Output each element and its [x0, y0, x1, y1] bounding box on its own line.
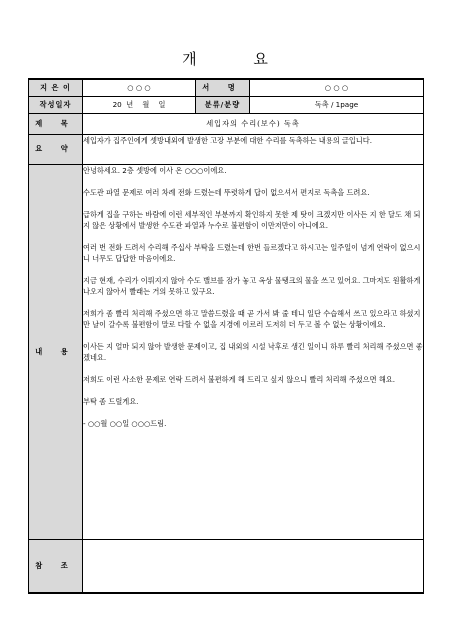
summary-form-table: [28, 78, 424, 594]
content-paragraph: - ○○월 ○○일 ○○○드림.: [83, 418, 167, 428]
reference-value: [83, 539, 424, 593]
content-paragraph: 저희가 좀 빨리 처리해 주셨으면 하고 말씀드렸을 때 곧 가서 봐 줄 테니 일단 수습해서 쓰고 있으라고 하셨지만 날이 갈수록 불편함이 말로 다할 수 없을 지경에 이르러 도저히 더 두고 볼 수 없는 상황이에요.: [83, 308, 421, 329]
signature-label: 서 명: [196, 79, 250, 96]
summary-value: 세입자가 집주인에게 셋방내외에 발생한 고장 부분에 대한 수리를 독촉하는 내용의 글입니다.: [83, 134, 424, 164]
subject-row: [29, 113, 424, 134]
author-row: [29, 79, 424, 96]
subject-value: 세입자의 수리(보수) 독촉: [83, 113, 424, 134]
content-paragraph: 지금 현재, 수리가 이뤄지지 않아 수도 밸브를 잠가 놓고 옥상 물탱크의 물을 쓰고 있어요. 그마저도 원활하게 나오지 않아서 빨래는 거의 못하고 있구요.: [83, 275, 421, 296]
content-row: [29, 164, 424, 539]
subject-label: 제 목: [29, 113, 83, 134]
date-row: [29, 96, 424, 113]
content-paragraph: 이사든 지 얼마 되지 않아 발생한 문제이고, 집 내외의 시설 낙후로 생긴 일이니 하루 빨리 처리해 주셨으면 좋겠네요.: [83, 341, 423, 362]
reference-row: [29, 539, 424, 593]
content-paragraph: 부탁 좀 드릴게요.: [83, 396, 139, 406]
content-paragraph: 급하게 집을 구하는 바람에 이런 세부적인 부분까지 확인하지 못한 제 탓이 크겠지만 이사든 지 한 달도 채 되지 않은 상황에서 발생한 수도관 파열과 누수로 불편함이 이만저만이 아니에요.: [83, 209, 421, 230]
category-label: 분류/분량: [196, 96, 250, 113]
content-paragraph: 저희도 이런 사소한 문제로 연락 드려서 불편하게 해 드리고 싶지 않으니 빨리 처리해 주셨으면 해요.: [83, 374, 395, 384]
content-label: 내 용: [29, 164, 83, 539]
content-paragraph: 안녕하세요. 2층 셋방에 이사 온 ○○○이에요.: [83, 165, 227, 175]
date-label: 작성일자: [29, 96, 83, 113]
content-body: [83, 164, 424, 539]
reference-label: 참 조: [29, 539, 83, 593]
content-paragraph: 여러 번 전화 드려서 수리해 주십사 부탁을 드렸는데 한번 들르겠다고 하시고는 일주일이 넘게 연락이 없으시니 너무도 답답한 마음이에요.: [83, 242, 421, 263]
summary-row: [29, 134, 424, 164]
author-value: ○ ○ ○: [83, 79, 196, 96]
content-paragraph: 수도관 파열 문제로 여러 차례 전화 드렸는데 뚜렷하게 답이 없으셔서 편지로 독촉을 드려요.: [83, 187, 370, 197]
signature-value: ○ ○ ○: [250, 79, 424, 96]
date-value: 20 년 월 일: [83, 96, 196, 113]
document-title: 개 요: [182, 50, 294, 68]
category-value: 독촉 / 1page: [250, 96, 424, 113]
author-label: 지 은 이: [29, 79, 83, 96]
summary-label: 요 약: [29, 134, 83, 164]
